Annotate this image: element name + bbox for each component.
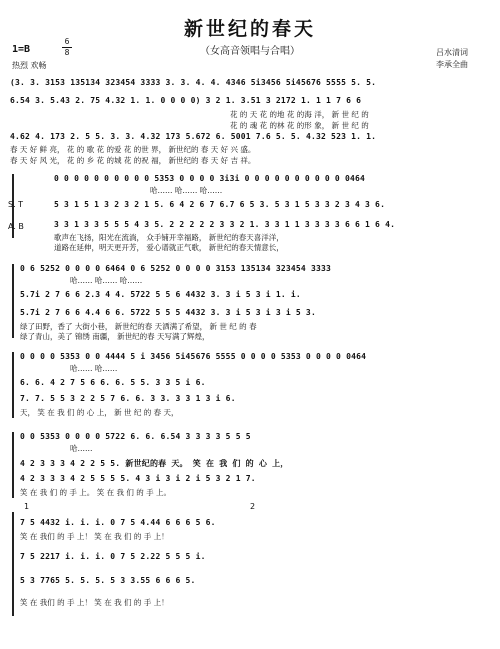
lyrics-row: 春 天 好 风 光， 花 的 乡 花 的城 花 的祝 福， 新世纪的 春 天 好 吉 祥。 — [10, 156, 256, 165]
score-system-1 — [10, 78, 478, 140]
score-system-5 — [10, 432, 478, 502]
notes-row: 4 2 3 3 3 4 2 5 5 5 5. 4 3 i 3 i 2 i 5 3 2 1 7. — [20, 474, 256, 483]
notes-row: 7 5 4432 i. i. i. 0 7 5 4.44 6 6 6 5 6. — [20, 518, 216, 527]
notes-row: 5 3 7765 5. 5. 5. 5 3 3.55 6 6 6 5. — [20, 576, 196, 585]
song-title: 新世纪的春天 — [183, 18, 316, 40]
chorus-system — [10, 174, 478, 254]
lyrics-row: 笑 在 我 们 的 手 上。 笑 在 我 们 的 手 上。 — [20, 488, 171, 497]
composer-credit: 李承全曲 — [436, 60, 468, 69]
chorus-hum-notes: 0 0 0 0 0 0 0 0 0 0 5353 0 0 0 0 3i3i 0 0 0 0 0 0 0 0 0 0 0464 — [54, 174, 366, 183]
ending-mark-2: 2 — [250, 502, 256, 511]
chorus-st-notes: 5 3 1 5 1 3 2 3 2 1 5. 6 4 2 6 7 6.7 6 5 3. 5 3 1 5 3 3 2 3 4 3 6. — [54, 200, 386, 209]
lyrics-row: 绿了田野，香了 大街小巷， 新世纪的春 天洒满了希望， 新 世 纪 的 春 — [20, 322, 257, 331]
lyrics-row: 绿了青山，美了 锦绣 南疆， 新世纪的春 天写满了辉煌， — [20, 332, 210, 341]
lyrics-row: 笑 在 我们 的 手 上！ 笑 在 我 们 的 手 上！ — [20, 532, 169, 541]
lyrics-row: 花 的 魂 花 的林 花 的形 象， 新 世 纪 的 — [230, 121, 369, 130]
chorus-ab-notes: 3 3 1 3 3 5 5 5 4 3 5. 2 2 2 2 2 3 3 2 1. 3 3 1 1 3 3 3 3 6 6 1 6 4. — [54, 220, 396, 229]
score-system-3 — [10, 264, 478, 342]
score-system-6 — [10, 502, 478, 632]
satb-label-ab: A. B — [8, 222, 24, 231]
hum-lyrics: 哈…… 哈…… — [70, 364, 118, 373]
tempo-marking: 热烈 欢畅 — [12, 61, 47, 70]
meter-bottom: 8 — [64, 48, 70, 57]
meter-top: 6 — [64, 37, 70, 46]
notes-row: 6.54 3. 5.43 2. 75 4.32 1. 1. 0 0 0 0) 3 2 1. 3.51 3 2172 1. 1 1 7 6 6 — [10, 96, 362, 105]
lyrics-row: 笑 在 我们 的 手 上！ 笑 在 我 们 的 手 上！ — [20, 598, 169, 607]
notes-row: 5.7i 2 7 6 6 2.3 4 4. 5722 5 5 6 4432 3. 3 i 5 3 i 1. i. — [20, 290, 301, 299]
notes-row: 0 0 5353 0 0 0 0 5722 6. 6. 6.54 3 3 3 3 5 5 5 — [20, 432, 251, 441]
lyrics-row: 春 天 好 鲜 亮， 花 的 歌 花 的爱 花 的世 界， 新世纪的 春 天 好 兴 盛。 — [10, 145, 256, 154]
hum-lyrics: 哈…… 哈…… 哈…… — [70, 276, 143, 285]
lyrics-row: 花 的 天 花 的地 花 的海 洋， 新 世 纪 的 — [230, 110, 369, 119]
notes-row: 0 6 5252 0 0 0 0 6464 0 6 5252 0 0 0 0 3153 135134 323454 3333 — [20, 264, 332, 273]
chorus-lyrics-1: 歌声在飞扬，阳光在流淌， 众手铺开幸福路， 新世纪的春天喜洋洋， — [54, 233, 284, 242]
notes-row: 5.7i 2 7 6 6 4.4 6 6. 5722 5 5 5 4432 3. 3 i 5 3 i 3 i 5 3. — [20, 308, 316, 317]
notes-row: 4 2 3 3 3 4 2 2 5 5. 新世纪的春 天。 笑 在 我 们 的 心 上， — [20, 459, 289, 468]
satb-label-st: S. T — [8, 200, 24, 209]
chorus-lyrics-2: 道路在延伸，明天更开芳， 爱心谱就正气歌， 新世纪的春天情意长， — [54, 243, 284, 252]
lyrics-row: 天， 笑 在 我 们 的 心 上， 新 世 纪 的 春 天， — [20, 408, 179, 417]
notes-row: 0 0 0 0 5353 0 0 4444 5 i 3456 5i45676 5555 0 0 0 0 5353 0 0 0 0 0464 — [20, 352, 367, 361]
key-signature: 1=B — [12, 44, 31, 55]
notes-row: (3. 3. 3153 135134 323454 3333 3. 3. 4. 4. 4346 5i3456 5i45676 5555 5. 5. — [10, 78, 377, 87]
time-signature — [62, 38, 72, 57]
score-system-2 — [10, 132, 478, 172]
score-system-4 — [10, 352, 478, 422]
notes-row: 7. 7. 5 5 3 2 2 5 7 6. 6. 3 3. 3 3 1 3 i 6. — [20, 394, 236, 403]
notes-row: 4.62 4. 173 2. 5 5. 3. 3. 4.32 173 5.672 6. 5001 7.6 5. 5. 4.32 523 1. 1. — [10, 132, 377, 141]
hum-lyrics: 哈…… — [70, 444, 93, 453]
notes-row: 6. 6. 4 2 7 5 6 6. 6. 5 5. 3 3 5 i 6. — [20, 378, 206, 387]
song-subtitle: （女高音领唱与合唱） — [200, 46, 300, 57]
notes-row: 7 5 2217 i. i. i. 0 7 5 2.22 5 5 5 i. — [20, 552, 206, 561]
chorus-hum-lyrics: 哈…… 哈…… 哈…… — [150, 186, 223, 195]
lyricist-credit: 吕水清词 — [436, 48, 468, 57]
ending-mark-1: 1 — [24, 502, 30, 511]
